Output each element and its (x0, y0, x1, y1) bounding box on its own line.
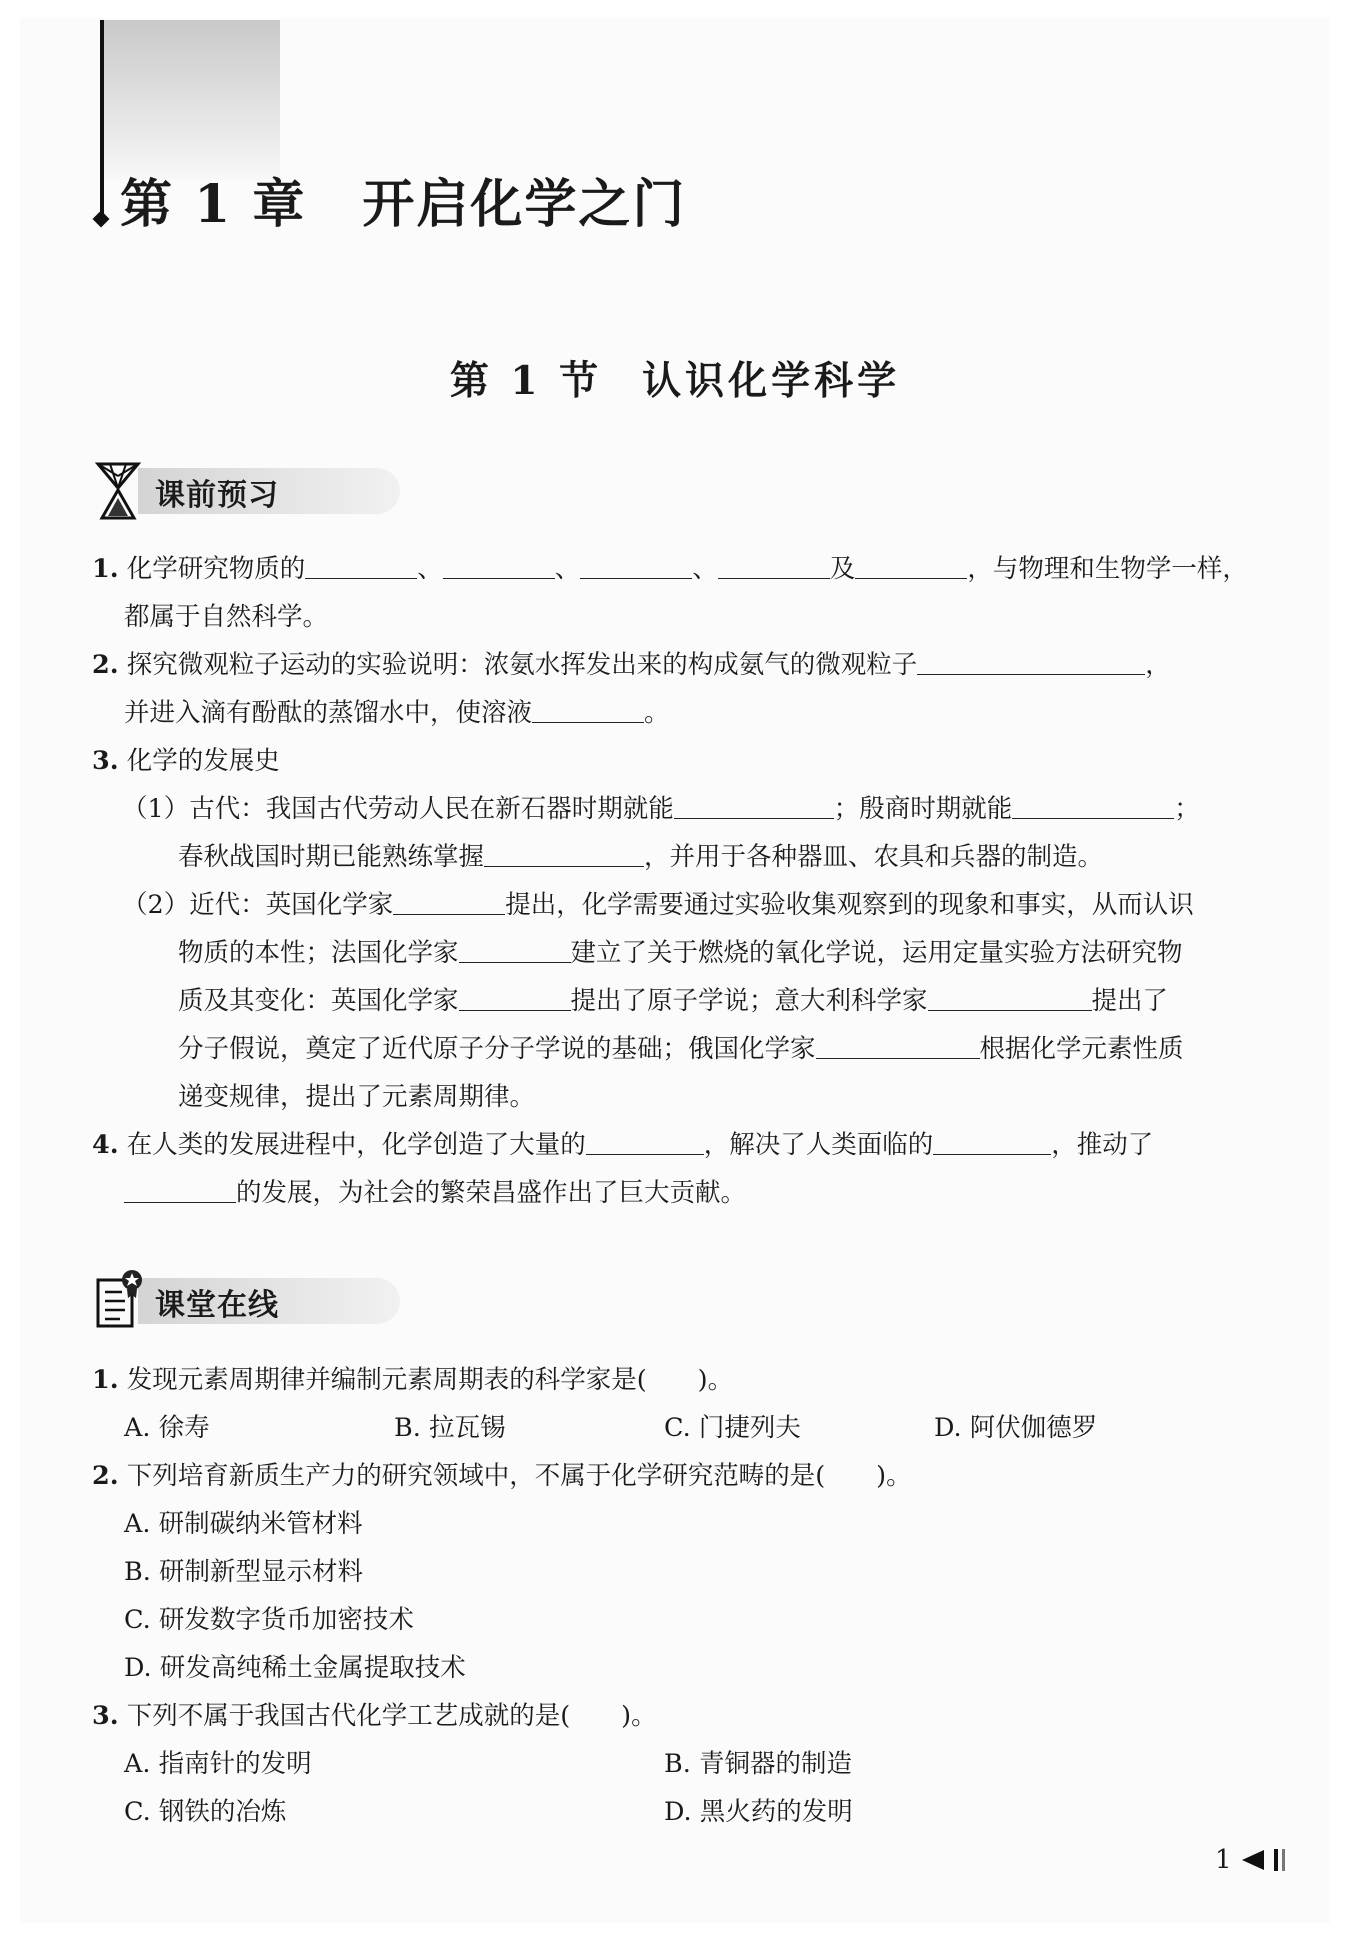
question-number: 1. (92, 554, 119, 584)
page-arrow-icon (1242, 1850, 1264, 1870)
text: 近代：英国化学家 (189, 890, 394, 920)
text: 下列不属于我国古代化学工艺成就的是( )。 (126, 1701, 657, 1731)
preview-q3-p1-line1 (122, 791, 1200, 827)
text: 、 (417, 554, 443, 584)
text: 提出，化学需要通过实验收集观察到的现象和事实，从而认识 (505, 890, 1194, 920)
classroom-q2-stem (92, 1458, 912, 1494)
text: 提出了原子学说；意大利科学家 (570, 986, 928, 1016)
blank[interactable] (459, 984, 571, 1011)
classroom-q3-stem (92, 1698, 657, 1734)
preview-q2-line1 (92, 647, 1171, 683)
blank[interactable] (393, 888, 505, 915)
question-number: 1. (92, 1365, 119, 1395)
preview-badge-label: 课前预习 (155, 478, 279, 513)
blank[interactable] (816, 1032, 980, 1059)
text: 、 (692, 554, 718, 584)
question-number: 2. (92, 1461, 119, 1491)
text: 下列培育新质生产力的研究领域中，不属于化学研究范畴的是( )。 (126, 1461, 912, 1491)
page-bar-icon-2 (1282, 1849, 1285, 1871)
text: 。 (644, 698, 670, 728)
text: 根据化学元素性质 (979, 1034, 1184, 1064)
text: ； (1174, 794, 1200, 824)
preview-q3-p2-line1 (122, 887, 1194, 923)
text: 及 (829, 554, 856, 584)
text: ，并用于各种器皿、农具和兵器的制造。 (644, 842, 1104, 872)
page-number-text: 1 (1215, 1845, 1232, 1875)
text: 探究微观粒子运动的实验说明：浓氨水挥发出来的构成氨气的微观粒子 (126, 650, 918, 680)
text: 在人类的发展进程中，化学创造了大量的 (126, 1130, 586, 1160)
text: 的发展，为社会的繁荣昌盛作出了巨大贡献。 (236, 1178, 747, 1208)
classroom-q3-option-c[interactable]: C. 钢铁的冶炼 (124, 1797, 287, 1827)
text: 古代：我国古代劳动人民在新石器时期就能 (189, 794, 674, 824)
question-number: 4. (92, 1130, 119, 1160)
text: 并进入滴有酚酞的蒸馏水中，使溶液 (124, 698, 533, 728)
text: 分子假说，奠定了近代原子分子学说的基础；俄国化学家 (178, 1034, 816, 1064)
chapter-name: 开启化学之门 (362, 173, 687, 235)
classroom-q2-option-b[interactable]: B. 研制新型显示材料 (124, 1557, 363, 1587)
section-number: 第 1 节 (449, 358, 603, 404)
preview-q3-title (92, 743, 280, 779)
preview-badge (90, 458, 320, 522)
text: ；殷商时期就能 (833, 794, 1013, 824)
preview-q1-line2: 都属于自然科学。 (124, 602, 329, 632)
classroom-q3-option-d[interactable]: D. 黑火药的发明 (664, 1797, 853, 1827)
text: 发现元素周期律并编制元素周期表的科学家是( )。 (126, 1365, 734, 1395)
text: ，与物理和生物学一样， (967, 554, 1248, 584)
chapter-number: 第 1 章 (120, 173, 307, 235)
preview-q3-p2-line4 (178, 1031, 1184, 1067)
blank[interactable] (532, 696, 644, 723)
blank[interactable] (933, 1128, 1051, 1155)
page-number (1215, 1845, 1285, 1875)
text: 春秋战国时期已能熟练掌握 (178, 842, 485, 872)
classroom-badge-label: 课堂在线 (155, 1288, 279, 1323)
blank[interactable] (586, 1128, 704, 1155)
preview-q3-p2-line2 (178, 935, 1183, 971)
preview-q3-p2-line5: 递变规律，提出了元素周期律。 (178, 1082, 536, 1112)
preview-q4-line2 (124, 1175, 746, 1211)
question-number: 2. (92, 650, 119, 680)
page-bar-icon (1274, 1849, 1278, 1871)
classroom-q1-stem (92, 1362, 733, 1398)
text: 物质的本性；法国化学家 (178, 938, 459, 968)
classroom-q1-option-a[interactable]: A. 徐寿 (124, 1413, 210, 1443)
preview-q4-line1 (92, 1127, 1153, 1163)
classroom-q1-option-d[interactable]: D. 阿伏伽德罗 (934, 1413, 1098, 1443)
classroom-q3-option-a[interactable]: A. 指南针的发明 (124, 1749, 312, 1779)
blank[interactable] (124, 1176, 236, 1203)
text: （2） (122, 890, 190, 920)
text: 质及其变化：英国化学家 (178, 986, 459, 1016)
classroom-q2-option-a[interactable]: A. 研制碳纳米管材料 (124, 1509, 363, 1539)
preview-q1-line1 (92, 551, 1248, 587)
classroom-q3-option-b[interactable]: B. 青铜器的制造 (664, 1749, 852, 1779)
classroom-badge (90, 1268, 320, 1332)
text: 化学研究物质的 (126, 554, 306, 584)
blank[interactable] (917, 648, 1145, 675)
text: ，推动了 (1051, 1130, 1154, 1160)
blank[interactable] (1012, 792, 1174, 819)
classroom-q1-option-b[interactable]: B. 拉瓦锡 (394, 1413, 506, 1443)
classroom-q2-option-c[interactable]: C. 研发数字货币加密技术 (124, 1605, 414, 1635)
text: 提出了 (1091, 986, 1169, 1016)
question-number: 3. (92, 746, 119, 776)
blank[interactable] (580, 552, 692, 579)
text: ，解决了人类面临的 (703, 1130, 934, 1160)
preview-q2-line2 (124, 695, 670, 731)
blank[interactable] (855, 552, 967, 579)
chapter-title (120, 166, 687, 235)
preview-q3-p2-line3 (178, 983, 1168, 1019)
notebook-star-icon (94, 1268, 146, 1332)
classroom-q2-option-d[interactable]: D. 研发高纯稀土金属提取技术 (124, 1653, 466, 1683)
blank[interactable] (928, 984, 1092, 1011)
blank[interactable] (718, 552, 830, 579)
blank[interactable] (305, 552, 417, 579)
text: ， (1145, 650, 1171, 680)
question-number: 3. (92, 1701, 119, 1731)
blank[interactable] (674, 792, 834, 819)
text: 、 (554, 554, 581, 584)
text: （1） (122, 794, 190, 824)
chapter-header-gradient (102, 20, 280, 180)
section-name: 认识化学科学 (642, 358, 901, 404)
chapter-header-rule (100, 20, 104, 222)
blank[interactable] (484, 840, 644, 867)
text: 建立了关于燃烧的氧化学说，运用定量实验方法研究物 (570, 938, 1183, 968)
text: 化学的发展史 (126, 746, 280, 776)
preview-q3-p1-line2 (178, 839, 1103, 875)
blank[interactable] (443, 552, 555, 579)
classroom-q1-option-c[interactable]: C. 门捷列夫 (664, 1413, 801, 1443)
section-title (0, 350, 1350, 406)
blank[interactable] (459, 936, 571, 963)
hourglass-gem-icon (94, 458, 142, 522)
